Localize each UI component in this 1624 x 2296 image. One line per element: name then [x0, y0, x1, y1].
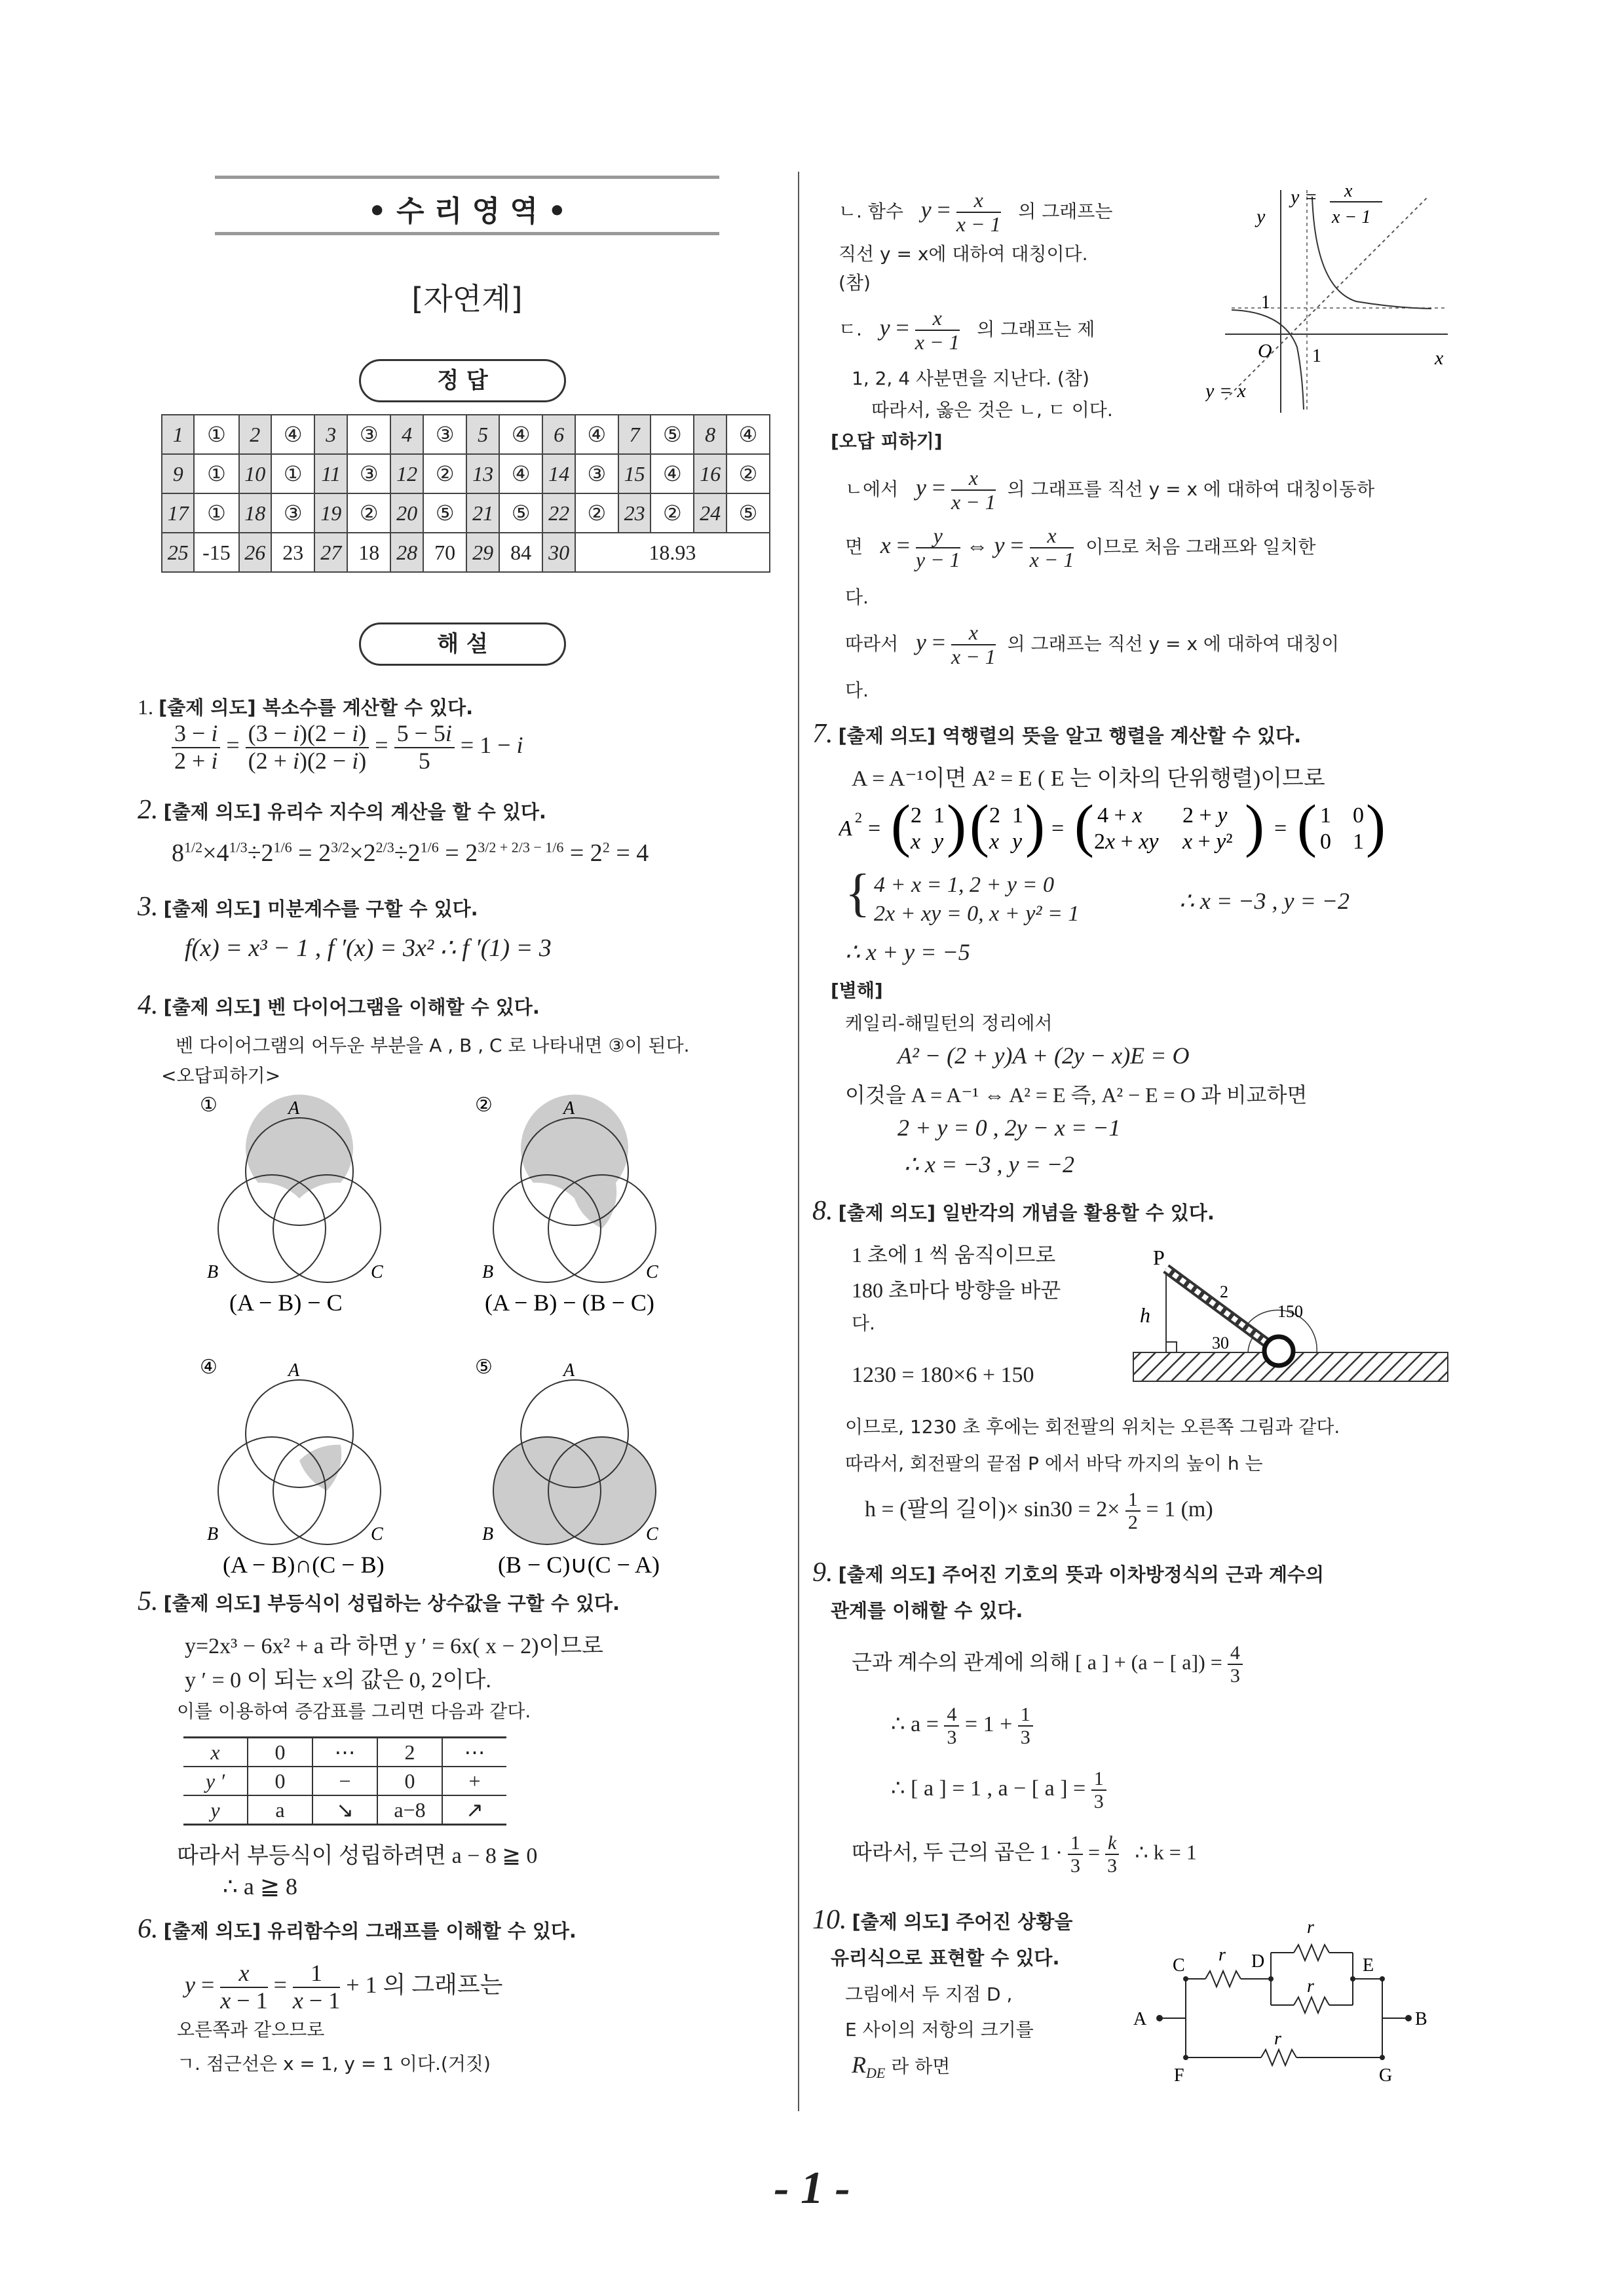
svg-text:(: ( — [1074, 794, 1094, 858]
venn-diagrams — [183, 1088, 747, 1586]
explain-label: 해 설 — [359, 622, 566, 666]
answer-number: 5 — [466, 415, 499, 454]
answer-row — [162, 533, 770, 572]
increase-cell: 0 — [377, 1767, 442, 1795]
svg-text:1: 1 — [934, 803, 945, 828]
svg-text:x: x — [1435, 347, 1444, 369]
svg-text:): ) — [1366, 794, 1386, 858]
svg-text:x + y²: x + y² — [1182, 830, 1233, 854]
q8-line3: 다. — [852, 1312, 875, 1334]
svg-text:1: 1 — [1320, 803, 1331, 828]
q9-line2: ∴ a = $\frac{4}{3}$ = 1 + $\frac{1}{3}$ — [891, 1704, 1033, 1748]
svg-text:B: B — [482, 1524, 494, 1544]
increase-cell: ⋯ — [312, 1738, 377, 1767]
answer-value: ④ — [651, 454, 694, 493]
venn1-mark: ① — [200, 1094, 217, 1117]
q5-line4: 따라서 부등식이 성립하려면 a − 8 ≧ 0 — [177, 1844, 538, 1868]
svg-text:): ) — [1245, 794, 1264, 858]
answer-value: ③ — [347, 454, 391, 493]
answer-value: ② — [423, 454, 467, 493]
q4-text: 벤 다이어그램의 어두운 부분을 A , B , C 로 나타내면 ③이 된다. — [176, 1035, 690, 1056]
q4-note: <오답피하기> — [161, 1065, 281, 1086]
answers-label: 정 답 — [359, 359, 566, 402]
answer-number: 17 — [162, 493, 194, 533]
answer-value: ② — [727, 454, 770, 493]
svg-text:1: 1 — [1261, 292, 1270, 313]
svg-text:B: B — [1415, 2009, 1427, 2029]
svg-text:1: 1 — [1353, 830, 1364, 854]
answer-number: 4 — [390, 415, 423, 454]
answer-number: 29 — [466, 533, 499, 572]
answer-value: ④ — [727, 415, 770, 454]
answer-number: 28 — [390, 533, 423, 572]
answer-number: 23 — [618, 493, 651, 533]
svg-text:C: C — [371, 1262, 383, 1282]
svg-text:x: x — [1344, 181, 1353, 201]
q10-title2: 유리식으로 표현할 수 있다. — [831, 1947, 1060, 1969]
answer-value: 70 — [423, 533, 467, 572]
q6-line3: ㄱ. 점근선은 x = 1, y = 1 이다.(거짓) — [177, 2053, 491, 2075]
answer-number: 11 — [314, 454, 347, 493]
svg-text:r: r — [1218, 1945, 1226, 1965]
answer-value: ③ — [347, 415, 391, 454]
increase-cell: 2 — [377, 1738, 442, 1767]
svg-text:A: A — [839, 816, 852, 841]
q6-title: 6. [출제 의도] 유리함수의 그래프를 이해할 수 있다. — [138, 1914, 576, 1944]
q9-line1: 근과 계수의 관계에 의해 [ a ] + (a − [ a]) = $\frac{4}{3}$ — [852, 1642, 1243, 1687]
answer-number: 20 — [390, 493, 423, 533]
svg-text:A: A — [288, 1098, 300, 1119]
answer-value: -15 — [194, 533, 238, 572]
svg-text:2x + xy: 2x + xy — [1094, 830, 1159, 854]
svg-text:A: A — [1133, 2009, 1147, 2029]
svg-text:0: 0 — [1320, 830, 1331, 854]
answer-number: 24 — [694, 493, 726, 533]
avoid-line1: ㄴ에서 y = $\frac{x}{x - 1}$ 의 그래프를 직선 y = x 에 대하여 대칭이동하 — [845, 466, 1375, 514]
svg-text:0: 0 — [1353, 803, 1364, 828]
answer-value: ③ — [575, 454, 618, 493]
svg-text:②: ② — [475, 1094, 493, 1117]
svg-text:y =: y = — [1291, 186, 1318, 208]
svg-text:4 + x: 4 + x — [1097, 803, 1142, 828]
answer-number: 18 — [239, 493, 271, 533]
q8-line6: 따라서, 회전팔의 끝점 P 에서 바닥 까지의 높이 h 는 — [845, 1453, 1263, 1474]
q7-sum: ∴ x + y = −5 — [845, 939, 970, 965]
answer-number: 26 — [239, 533, 271, 572]
q5-line1: y=2x³ − 6x² + a 라 하면 y ′ = 6x( x − 2)이므로 — [185, 1634, 603, 1658]
increase-cell: a — [248, 1795, 312, 1825]
increase-cell: ↗ — [442, 1795, 506, 1825]
answer-value: ⑤ — [499, 493, 543, 533]
answer-value: 18.93 — [575, 533, 770, 572]
title-rule-top — [215, 176, 719, 179]
increase-row — [183, 1767, 506, 1795]
circuit-diagram — [1120, 1913, 1448, 2090]
title-rule-bottom — [215, 232, 719, 235]
answer-number: 10 — [239, 454, 271, 493]
q5-line3: 이를 이용하여 증감표를 그리면 다음과 같다. — [177, 1700, 531, 1722]
subtitle: [자연계] — [411, 281, 523, 316]
svg-text:y: y — [934, 830, 944, 854]
q8-line7: h = (팔의 길이)× sin30 = 2× $\frac{1}{2}$ = 1 (m) — [865, 1489, 1213, 1533]
answer-number: 30 — [542, 533, 575, 572]
answer-row — [162, 493, 770, 533]
answer-value: ② — [347, 493, 391, 533]
answer-value: ④ — [499, 454, 543, 493]
svg-text:B: B — [482, 1262, 494, 1282]
avoid-line2: 면 x = $\frac{y}{y - 1}$ ⇔ y = $\frac{x}{x - 1}$ 이므로 처음 그래프와 일치한 — [845, 524, 1316, 572]
svg-text:2: 2 — [1220, 1282, 1228, 1301]
answer-value: ⑤ — [651, 415, 694, 454]
q8-title: 8. [출제 의도] 일반각의 개념을 활용할 수 있다. — [812, 1196, 1215, 1226]
rational-graph — [1205, 177, 1454, 419]
answer-number: 22 — [542, 493, 575, 533]
svg-text:C: C — [646, 1262, 658, 1282]
svg-text:G: G — [1379, 2065, 1393, 2086]
section-title: • 수 리 영 역 • — [368, 195, 567, 228]
b-line1: ㄴ. 함수 y = $\frac{x}{x - 1}$ 의 그래프는 — [839, 188, 1113, 237]
answer-value: ⑤ — [423, 493, 467, 533]
q7-alt3: 이것을 A = A⁻¹ ⇔ A² = E 즉, A² − E = O 과 비교하면 — [845, 1083, 1308, 1107]
q7-alt4: 2 + y = 0 , 2y − x = −1 — [897, 1115, 1121, 1141]
svg-text:B: B — [207, 1262, 219, 1282]
svg-text:r: r — [1274, 2029, 1281, 2049]
answer-value: ① — [194, 493, 238, 533]
increase-cell: 0 — [248, 1738, 312, 1767]
answer-value: ⑤ — [727, 493, 770, 533]
b-line5: ㄷ. y = $\frac{x}{x - 1}$ 의 그래프는 제 — [839, 306, 1095, 354]
svg-text:r: r — [1307, 1917, 1314, 1938]
q4-title: 4. [출제 의도] 벤 다이어그램을 이해할 수 있다. — [138, 990, 540, 1020]
svg-text:A: A — [563, 1360, 575, 1381]
svg-text:x − 1: x − 1 — [1332, 207, 1371, 227]
answer-number: 7 — [618, 415, 651, 454]
svg-text:(A − B)∩(C − B): (A − B)∩(C − B) — [223, 1552, 385, 1578]
svg-text:h: h — [1140, 1303, 1150, 1327]
svg-text:④: ④ — [200, 1356, 217, 1379]
svg-text:y: y — [1012, 830, 1023, 854]
q2-formula: $8^{1/2}\times 4^{1/3}\div 2^{1/6} = 2^{3/2}\times 2^{2/3}\div 2^{1/6} = 2^{3/2 + 2/3 - 1/6} = 2^2 = 4$ — [172, 839, 649, 867]
svg-text:D: D — [1251, 1951, 1265, 1972]
answer-value: ③ — [271, 493, 315, 533]
q2-title: 2. [출제 의도] 유리수 지수의 계산을 할 수 있다. — [138, 795, 546, 825]
q5-line2: y ′ = 0 이 되는 x의 값은 0, 2이다. — [185, 1668, 491, 1693]
q10-title: 10. [출제 의도] 주어진 상황을 — [812, 1905, 1073, 1935]
q7-alt-label: [별해] — [831, 980, 883, 1001]
answer-value: ④ — [575, 415, 618, 454]
svg-text:F: F — [1174, 2065, 1184, 2086]
answer-value: ① — [194, 454, 238, 493]
svg-text:2: 2 — [989, 803, 1000, 828]
column-divider — [798, 172, 799, 2111]
q9-title2: 관계를 이해할 수 있다. — [831, 1599, 1023, 1622]
q7-alt5: ∴ x = −3 , y = −2 — [904, 1151, 1075, 1177]
answer-number: 6 — [542, 415, 575, 454]
answer-value: ① — [194, 415, 238, 454]
q7-matrix — [839, 793, 1441, 865]
b-line8: 따라서, 옳은 것은 ㄴ, ㄷ 이다. — [871, 399, 1113, 421]
answer-number: 3 — [314, 415, 347, 454]
svg-text:(: ( — [1297, 794, 1317, 858]
answer-number: 15 — [618, 454, 651, 493]
avoid-line5: 다. — [845, 679, 869, 701]
increase-cell: − — [312, 1767, 377, 1795]
answer-value: ③ — [423, 415, 467, 454]
svg-text:y: y — [1256, 206, 1266, 227]
svg-text:B: B — [207, 1524, 219, 1544]
svg-text:r: r — [1307, 1976, 1314, 1997]
q3-title: 3. [출제 의도] 미분계수를 구할 수 있다. — [138, 892, 478, 922]
svg-text:O: O — [1258, 340, 1272, 362]
svg-text:1: 1 — [1312, 346, 1321, 366]
q1-title: 1. [출제 의도] 복소수를 계산할 수 있다. — [138, 695, 474, 719]
q9-title: 9. [출제 의도] 주어진 기호의 뜻과 이차방정식의 근과 계수의 — [812, 1558, 1325, 1588]
answer-value: 84 — [499, 533, 543, 572]
svg-text:1: 1 — [1012, 803, 1023, 828]
svg-text:A: A — [563, 1098, 575, 1119]
increase-row — [183, 1738, 506, 1767]
increase-table — [183, 1736, 506, 1826]
svg-text:2: 2 — [855, 809, 862, 826]
rotating-arm-figure — [1114, 1245, 1454, 1402]
svg-text:x: x — [911, 830, 921, 854]
avoid-label: [오답 피하기] — [831, 430, 943, 452]
b-line4: (참) — [839, 272, 871, 294]
answer-row — [162, 454, 770, 493]
q1-formula: $\frac{3 - i}{2 + i}$ = $\frac{(3 - i)(2 - i)}{(2 + i)(2 - i)}$ = $\frac{5 - 5i}{5}$ = 1 − i — [172, 721, 523, 774]
answer-number: 27 — [314, 533, 347, 572]
answer-number: 25 — [162, 533, 194, 572]
answer-number: 12 — [390, 454, 423, 493]
increase-cell: 0 — [248, 1767, 312, 1795]
increase-cell: + — [442, 1767, 506, 1795]
answer-value: ② — [575, 493, 618, 533]
q7-title: 7. [출제 의도] 역행렬의 뜻을 알고 행렬을 계산할 수 있다. — [812, 719, 1302, 749]
increase-row — [183, 1795, 506, 1825]
svg-text:E: E — [1363, 1955, 1374, 1976]
answer-number: 16 — [694, 454, 726, 493]
answer-number: 21 — [466, 493, 499, 533]
svg-text:C: C — [371, 1524, 383, 1544]
q7-line1: A = A⁻¹이면 A² = E ( E 는 이차의 단위행렬)이므로 — [852, 767, 1325, 791]
increase-cell: ↘ — [312, 1795, 377, 1825]
svg-text:x: x — [989, 830, 1000, 854]
svg-text:=: = — [868, 816, 881, 841]
svg-text:⑤: ⑤ — [475, 1356, 493, 1379]
answer-number: 2 — [239, 415, 271, 454]
svg-text:): ) — [947, 794, 966, 858]
svg-text:2: 2 — [911, 803, 922, 828]
svg-text:30: 30 — [1212, 1333, 1229, 1352]
q7-result: ∴ x = −3 , y = −2 — [1179, 888, 1350, 914]
q7-alt2: A² − (2 + y)A + (2y − x)E = O — [897, 1043, 1190, 1069]
b-line3: 직선 y = x에 대하여 대칭이다. — [839, 243, 1088, 265]
answer-number: 9 — [162, 454, 194, 493]
b-line7: 1, 2, 4 사분면을 지난다. (참) — [852, 368, 1089, 389]
svg-text:C: C — [1173, 1955, 1185, 1976]
answer-number: 8 — [694, 415, 726, 454]
answer-value: ④ — [499, 415, 543, 454]
answer-value: 23 — [271, 533, 315, 572]
q6-line2: 오른쪽과 같으므로 — [177, 2019, 325, 2040]
answer-table — [161, 414, 770, 573]
q3-formula: f(x) = x³ − 1 , f ′(x) = 3x² ∴ f ′(1) = 3 — [185, 934, 552, 962]
answer-value: ④ — [271, 415, 315, 454]
svg-text:C: C — [646, 1524, 658, 1544]
answer-row — [162, 415, 770, 454]
q5-title: 5. [출제 의도] 부등식이 성립하는 상수값을 구할 수 있다. — [138, 1586, 620, 1617]
increase-cell: y — [183, 1795, 248, 1825]
svg-text:y = x: y = x — [1205, 380, 1246, 402]
increase-cell: a−8 — [377, 1795, 442, 1825]
q8-line2: 180 초마다 방향을 바꾼 — [852, 1278, 1061, 1302]
q6-formula: y = $\frac{x}{x - 1}$ = $\frac{1}{x - 1}$ + 1 의 그래프는 — [185, 1960, 503, 2014]
q9-line4: 따라서, 두 근의 곱은 1 · $\frac{1}{3}$ = $\frac{k}{3}$ ∴ k = 1 — [852, 1832, 1197, 1877]
q5-line5: ∴ a ≧ 8 — [223, 1873, 298, 1900]
svg-text:): ) — [1025, 794, 1045, 858]
answer-number: 14 — [542, 454, 575, 493]
q10-line2: E 사이의 저항의 크기를 — [845, 2019, 1034, 2040]
increase-cell: y ′ — [183, 1767, 248, 1795]
page-number: - 1 - — [774, 2163, 850, 2213]
q10-line3: $R_{DE}$ 라 하면 — [852, 2052, 951, 2082]
q8-line1: 1 초에 1 씩 움직이므로 — [852, 1243, 1056, 1267]
svg-text:(A − B) − (B − C): (A − B) − (B − C) — [485, 1290, 654, 1316]
answer-number: 19 — [314, 493, 347, 533]
q9-line3: ∴ [ a ] = 1 , a − [ a ] = $\frac{1}{3}$ — [891, 1768, 1106, 1812]
svg-text:2 + y: 2 + y — [1182, 803, 1228, 828]
answer-value: 18 — [347, 533, 391, 572]
svg-text:=: = — [1051, 816, 1065, 841]
svg-text:A: A — [288, 1360, 300, 1381]
answer-number: 1 — [162, 415, 194, 454]
svg-text:P: P — [1153, 1246, 1165, 1269]
q7-alt1: 케일리-해밀턴의 정리에서 — [845, 1012, 1053, 1034]
answer-value: ① — [271, 454, 315, 493]
q8-line5: 이므로, 1230 초 후에는 회전팔의 위치는 오른쪽 그림과 같다. — [845, 1416, 1340, 1438]
avoid-line4: 따라서 y = $\frac{x}{x - 1}$ 의 그래프는 직선 y = x 에 대하여 대칭이 — [845, 621, 1340, 669]
svg-text:=: = — [1274, 816, 1287, 841]
q10-line1: 그림에서 두 지점 D , — [845, 1983, 1013, 2005]
avoid-line3: 다. — [845, 586, 869, 608]
q8-line4: 1230 = 180×6 + 150 — [852, 1363, 1034, 1387]
increase-cell: x — [183, 1738, 248, 1767]
answer-value: ② — [651, 493, 694, 533]
svg-text:150: 150 — [1277, 1302, 1303, 1321]
increase-cell: ⋯ — [442, 1738, 506, 1767]
svg-text:(: ( — [970, 794, 989, 858]
svg-text:(: ( — [891, 794, 911, 858]
answer-number: 13 — [466, 454, 499, 493]
venn1-caption: (A − B) − C — [229, 1290, 343, 1316]
svg-text:(B − C)∪(C − A): (B − C)∪(C − A) — [498, 1552, 660, 1578]
